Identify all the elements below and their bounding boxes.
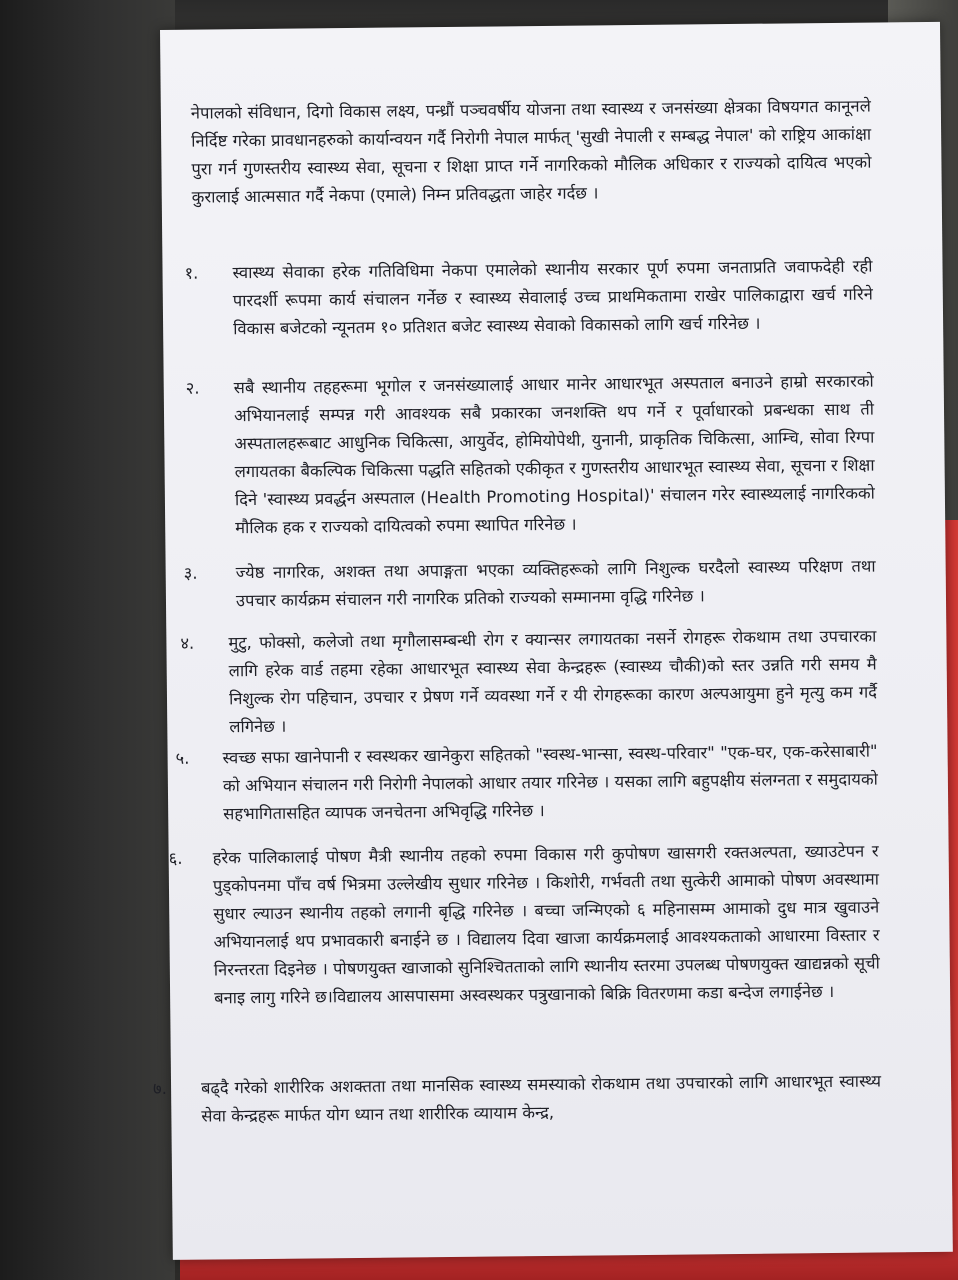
item-1-number: १. [184, 263, 199, 283]
item-5-number: ५. [175, 748, 190, 768]
background-left-dark-fabric [0, 0, 175, 1280]
intro-paragraph: नेपालको संविधान, दिगो विकास लक्ष्य, पन्ध्रौं पञ्चवर्षीय योजना तथा स्वास्थ्य र जनसंख्या क्षेत्रका विषयगत कानूनले निर्दिष्ट गरेका प्रावधानहरुको कार्यान्वयन गर्दै निरोगी नेपाल मार्फत् 'सुखी नेपाली र सम्बद्ध नेपाल' को राष्ट्रिय आकांक्षा पुरा गर्न गुणस्तरीय स्वास्थ्य सेवा, सूचना र शिक्षा प्राप्त गर्ने नागरिकको मौलिक अधिकार र राज्यको दायित्व भएको कुरालाई आत्मसात गर्दै नेकपा (एमाले) निम्न प्रतिवद्धता जाहेर गर्दछ । [190, 96, 872, 207]
item-1-text: स्वास्थ्य सेवाका हरेक गतिविधिमा नेकपा एमालेको स्थानीय सरकार पूर्ण रुपमा जनताप्रति जवाफदेही रही पारदर्शी रूपमा कार्य संचालन गर्नेछ र स्वास्थ्य सेवालाई उच्च प्राथमिकतामा राखेर पालिकाद्वारा खर्च गरिने विकास बजेटको न्यूनतम १० प्रतिशत बजेट स्वास्थ्य सेवाको विकासको लागि खर्च गरिनेछ । [232, 256, 873, 339]
item-4-number: ४. [180, 633, 195, 653]
item-4-text: मुटु, फोक्सो, कलेजो तथा मृगौलासम्बन्धी रोग र क्यान्सर लगायतका नसर्ने रोगहरू रोकथाम तथा उपचारका लागि हरेक वार्ड तहमा रहेका आधारभूत स्वास्थ्य सेवा केन्द्रहरू (स्वास्थ्य चौकी)को स्तर उन्नति गरी समय मै निशुल्क रोग पहिचान, उपचार र प्रेषण गर्ने व्यवस्था गर्ने र यी रोगहरूका कारण अल्पआयुमा हुने मृत्यु कम गर्दै लगिनेछ । [228, 626, 878, 737]
item-6-number: ६. [168, 848, 183, 868]
item-7-text: बढ्दै गरेको शारीरिक अशक्तता तथा मानसिक स्वास्थ्य समस्याको रोकथाम तथा उपचारको लागि आधारभूत स्वास्थ्य सेवा केन्द्रहरू मार्फत योग ध्यान तथा शारीरिक व्यायाम केन्द्र, [200, 1071, 882, 1126]
document-page [152, 22, 953, 1260]
item-3-text: ज्येष्ठ नागरिक, अशक्त तथा अपाङ्गता भएका व्यक्तिहरूको लागि निशुल्क घरदैलो स्वास्थ्य परिक्षण तथा उपचार कार्यक्रम संचालन गरी नागरिक प्रतिको राज्यको सम्मानमा वृद्धि गरिनेछ । [235, 556, 876, 611]
item-2-number: २. [185, 378, 200, 398]
item-5-text: स्वच्छ सफा खानेपानी र स्वस्थकर खानेकुरा सहितको "स्वस्थ-भान्सा, स्वस्थ-परिवार" "एक-घर, एक-करेसाबारी" को अभियान संचालन गरी निरोगी नेपालको आधार तयार गरिनेछ । यसका लागि बहुपक्षीय संलग्नता र समुदायको सहभागितासहित व्यापक जनचेतना अभिवृद्धि गरिनेछ । [222, 741, 878, 824]
item-3-number: ३. [183, 563, 198, 583]
item-6-text: हरेक पालिकालाई पोषण मैत्री स्थानीय तहको रुपमा विकास गरी कुपोषण खासगरी रक्तअल्पता, ख्याउटेपन र पुड्कोपनमा पाँच वर्ष भित्रमा उल्लेखीय सुधार गरिनेछ । किशोरी, गर्भवती तथा सुत्केरी आमाको पोषण अवस्थामा सुधार ल्याउन स्थानीय तहको लगानी बृद्धि गरिनेछ । बच्चा जन्मिएको ६ महिनासम्म आमाको दुध मात्र खुवाउने अभियानलाई थप प्रभावकारी बनाईने छ । विद्यालय दिवा खाजा कार्यक्रमलाई आवश्यकताको आधारमा विस्तार र निरन्तरता दिइनेछ । पोषणयुक्त खाजाको सुनिश्चितताको लागि स्थानीय स्तरमा उपलब्ध पोषणयुक्त खाद्यन्नको सूची बनाइ लागु गरिने छ।विद्यालय आसपासमा अस्वस्थकर पत्रुखानाको बिक्रि वितरणमा कडा बन्देज लगाईनेछ । [212, 841, 880, 1008]
item-7-number: ७. [152, 1078, 168, 1099]
item-2-text: सबै स्थानीय तहहरूमा भूगोल र जनसंख्यालाई आधार मानेर आधारभूत अस्पताल बनाउने हाम्रो सरकारको अभियानलाई सम्पन्न गरी आवश्यक सबै प्रकारका जनशक्ति थप गर्ने र पूर्वाधारको प्रबन्धका साथ ती अस्पतालहरूबाट आधुनिक चिकित्सा, आयुर्वेद, होमियोपेथी, युनानी, प्राकृतिक चिकित्सा, आम्चि, सोवा रिग्पा लगायतका बैकल्पिक चिकित्सा पद्धति सहितको एकीकृत र गुणस्तरीय आधारभूत स्वास्थ्य सेवा, सूचना र शिक्षा दिने 'स्वास्थ्य प्रवर्द्धन अस्पताल (Health Promoting Hospital)' संचालन गरेर स्वास्थ्यलाई नागरिकको मौलिक हक र राज्यको दायित्वको रुपमा स्थापित गरिनेछ । [233, 371, 875, 538]
